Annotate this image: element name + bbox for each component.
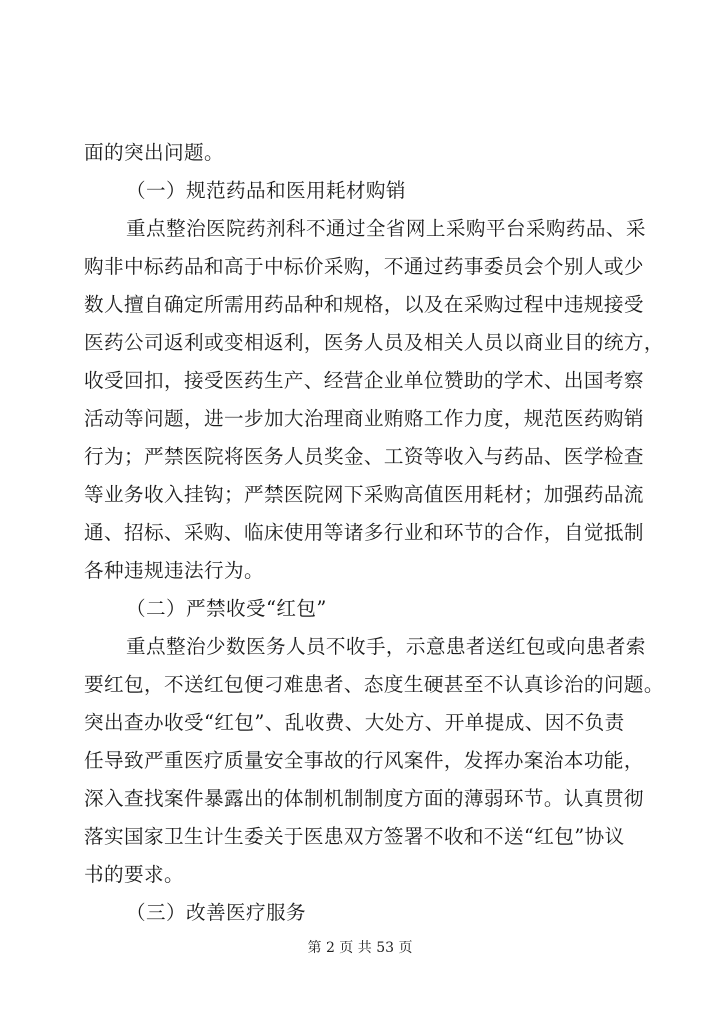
paragraph-line: 等业务收入挂钩；严禁医院网下采购高值医用耗材；加强药品流 — [84, 483, 644, 506]
paragraph-line: 面的突出问题。 — [84, 141, 224, 164]
paragraph-line: 收受回扣，接受医药生产、经营企业单位赞助的学术、出国考察 — [84, 369, 644, 392]
paragraph-line: 活动等问题，进一步加大治理商业贿赂工作力度，规范医药购销 — [84, 407, 644, 430]
paragraph-line: 各种违规违法行为。 — [84, 559, 264, 582]
paragraph-line: 落实国家卫生计生委关于医患双方签署不收和不送“红包”协议 — [84, 825, 625, 848]
paragraph-line: 任导致严重医疗质量安全事故的行风案件，发挥办案治本功能， — [84, 749, 644, 772]
paragraph-line: 数人擅自确定所需用药品种和规格，以及在采购过程中违规接受 — [84, 293, 644, 316]
section-heading-3: （三）改善医疗服务 — [126, 901, 306, 924]
paragraph-line: 突出查办收受“红包”、乱收费、大处方、开单提成、因不负责 — [84, 711, 625, 734]
paragraph-line: 行为；严禁医院将医务人员奖金、工资等收入与药品、医学检查 — [84, 445, 644, 468]
paragraph-line: 书的要求。 — [84, 863, 184, 886]
page-number: 第 2 页 共 53 页 — [307, 940, 413, 956]
paragraph-line: 通、招标、采购、临床使用等诸多行业和环节的合作，自觉抵制 — [84, 521, 644, 544]
paragraph-line: 医药公司返利或变相返利，医务人员及相关人员以商业目的统方， — [84, 331, 664, 354]
section-heading-2: （二）严禁收受“红包” — [126, 597, 327, 620]
paragraph-line: 重点整治医院药剂科不通过全省网上采购平台采购药品、采 — [126, 217, 646, 240]
paragraph-line: 重点整治少数医务人员不收手，示意患者送红包或向患者索 — [126, 635, 646, 658]
paragraph-line: 要红包，不送红包便刁难患者、态度生硬甚至不认真诊治的问题。 — [84, 673, 664, 696]
section-heading-1: （一）规范药品和医用耗材购销 — [126, 179, 406, 202]
paragraph-line: 深入查找案件暴露出的体制机制制度方面的薄弱环节。认真贯彻 — [84, 787, 644, 810]
paragraph-line: 购非中标药品和高于中标价采购，不通过药事委员会个别人或少 — [84, 255, 644, 278]
